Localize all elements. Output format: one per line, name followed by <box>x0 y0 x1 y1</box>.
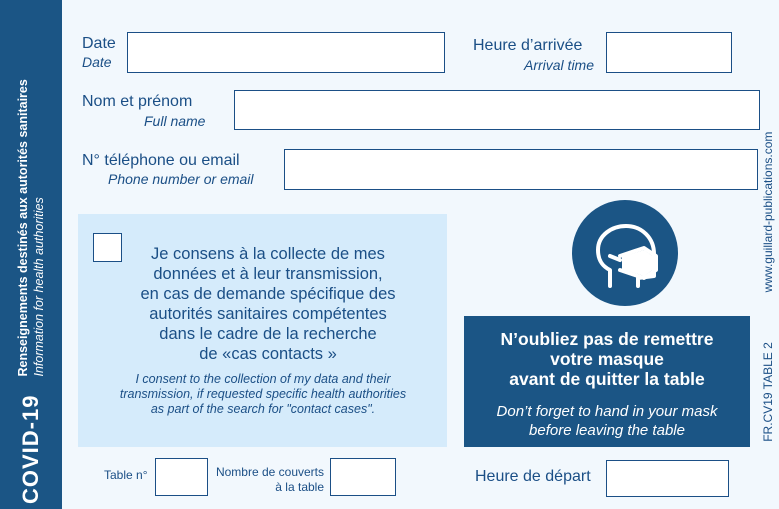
covers-label <box>214 465 324 495</box>
arrival-time-label: Heure d’arrivée <box>473 37 583 54</box>
covers-field[interactable] <box>330 458 396 496</box>
date-label: Date <box>82 35 116 52</box>
full-name-label-en: Full name <box>144 113 206 129</box>
departure-time-field[interactable] <box>606 460 729 497</box>
consent-en-line: transmission, if requested specific health authorities <box>119 387 407 401</box>
consent-panel <box>78 214 447 447</box>
consent-fr-line: données et à leur transmission, <box>153 265 383 283</box>
consent-fr-line: de «cas contacts » <box>199 345 337 363</box>
consent-text-en <box>88 372 438 417</box>
side-subtitle-fr: Renseignements destinés aux autorités sanitaires <box>16 79 30 377</box>
covid-title: COVID-19 <box>18 394 43 504</box>
date-label-en: Date <box>82 54 112 70</box>
face-mask-icon <box>572 200 678 306</box>
table-number-field[interactable] <box>155 458 208 496</box>
consent-text-fr <box>118 244 418 364</box>
table-number-label: Table n° <box>104 468 148 482</box>
contact-field[interactable] <box>284 149 758 190</box>
covers-label-line: à la table <box>275 480 324 494</box>
side-band <box>0 0 62 509</box>
date-field[interactable] <box>127 32 445 73</box>
reminder-en-line: before leaving the table <box>529 422 685 439</box>
reminder-fr-line: votre masque <box>550 349 664 369</box>
side-text <box>15 4 47 504</box>
mask-reminder-panel <box>464 316 750 447</box>
arrival-time-label-en: Arrival time <box>524 57 595 73</box>
reminder-text-en <box>464 402 750 440</box>
reminder-text-fr <box>464 329 750 389</box>
full-name-label: Nom et prénom <box>82 93 193 110</box>
consent-fr-line: dans le cadre de la recherche <box>159 325 377 343</box>
website-text: www.guillard-publications.com <box>761 131 775 293</box>
reminder-en-line: Don’t forget to hand in your mask <box>496 403 718 420</box>
consent-en-line: as part of the search for "contact cases". <box>150 402 376 416</box>
contact-label: N° téléphone ou email <box>82 152 240 169</box>
reminder-fr-line: avant de quitter la table <box>509 369 705 389</box>
consent-fr-line: en cas de demande spécifique des <box>140 285 396 303</box>
reference-code: FR.CV19 TABLE 2 <box>761 342 775 442</box>
contact-label-en: Phone number or email <box>108 171 254 187</box>
side-subtitle-en: Information for health authorities <box>32 197 46 377</box>
covers-label-line: Nombre de couverts <box>215 465 324 479</box>
arrival-time-field[interactable] <box>606 32 732 73</box>
consent-fr-line: Je consens à la collecte de mes <box>151 245 385 263</box>
consent-fr-line: autorités sanitaires compétentes <box>149 305 387 323</box>
departure-time-label: Heure de départ <box>475 468 591 485</box>
full-name-field[interactable] <box>234 90 760 130</box>
consent-en-line: I consent to the collection of my data and their <box>135 372 391 386</box>
side-subtitles <box>15 79 47 376</box>
reminder-fr-line: N’oubliez pas de remettre <box>500 329 714 349</box>
